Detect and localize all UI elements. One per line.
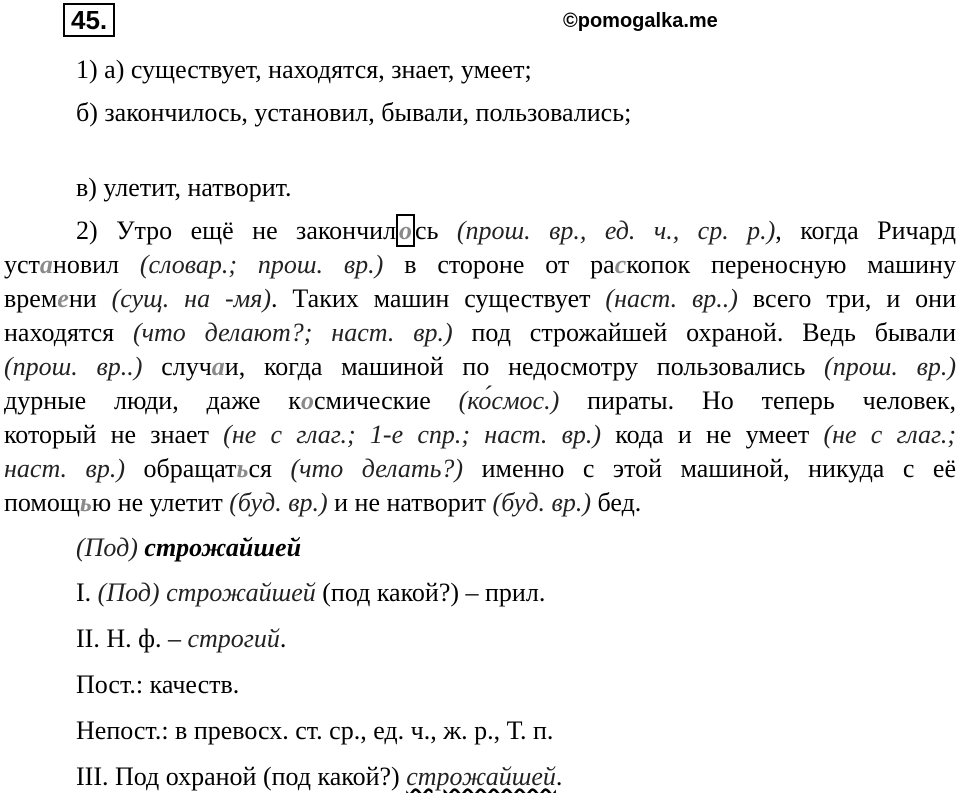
text: пираты. Но теперь человек, [559, 386, 957, 415]
text: под строжайшей охраной. Ведь бывали [452, 318, 956, 347]
analysis-heading [76, 533, 301, 563]
text: копок переносную машину [626, 250, 956, 279]
text: ю не улетит [91, 488, 230, 517]
text: уст [4, 250, 40, 279]
vowel-mark: а [211, 352, 225, 381]
text-row [4, 214, 956, 248]
text: ни [68, 284, 112, 313]
text: дурные люди, даже к [4, 386, 301, 415]
text: помощ [4, 488, 80, 517]
text: . [555, 762, 563, 791]
grammar-note: (прош. вр., ед. ч., ср. р.) [456, 216, 776, 245]
grammar-note: (что делают?; наст. вр.) [132, 318, 453, 347]
text: врем [4, 284, 58, 313]
task1-a: 1) а) существует, находятся, знает, умеет; [76, 55, 532, 84]
text: который не знае [4, 420, 198, 449]
text: (под какой?) – прил. [315, 578, 546, 607]
text: 2) Утро ещё не закончил [76, 216, 397, 245]
soft-sign-mark: ь [236, 454, 249, 483]
text: и, когда машиной по недосмотру пользовались [224, 352, 825, 381]
text: новил [52, 250, 140, 279]
text: находятся [4, 318, 133, 347]
task1-b: б) закончилось, установил, бывали, пользовались; [76, 98, 632, 127]
text: ся [248, 454, 291, 483]
analysis-line-5 [76, 762, 562, 792]
grammar-note: (что делать?) [290, 454, 464, 483]
ending-box: о [396, 214, 415, 247]
analysis-line-3: Пост.: качеств. [76, 670, 240, 699]
grammar-note: (не с глаг.; [823, 420, 956, 449]
grammar-note: (сущ. на -мя) [111, 284, 271, 313]
analysis-line-2 [76, 624, 286, 654]
text-row [4, 452, 956, 486]
text: и не натворит [327, 488, 493, 517]
task1-v: в) улетит, натворит. [76, 173, 292, 202]
text: . [279, 624, 287, 653]
text: III. Под охраной (под какой?) [76, 762, 407, 791]
text: (Под) строжайшей [97, 578, 316, 607]
text: , когда Ричард [775, 216, 956, 245]
grammar-note: (ко́смос.) [458, 386, 560, 415]
grammar-note: (буд. вр.) [229, 488, 328, 517]
analysis-line-1 [76, 578, 545, 608]
wavy-underlined-word: строжайшей [406, 762, 556, 791]
vowel-mark: е [57, 284, 69, 313]
text: сь [415, 216, 457, 245]
text: (Под) [76, 533, 145, 562]
prefix-mark: с [614, 250, 627, 279]
text: кода и не умеет [601, 420, 824, 449]
text: . Таких машин существует [271, 284, 606, 313]
text-row [4, 282, 956, 316]
soft-sign-mark: ь [79, 488, 92, 517]
grammar-note: (прош. вр..) [4, 352, 143, 381]
text-row [4, 316, 956, 350]
text: случ [142, 352, 212, 381]
text: именно с этой машиной, никуда с её [463, 454, 956, 483]
text: II. Н. ф. – [76, 624, 188, 653]
text: смические [313, 386, 459, 415]
text-row [4, 350, 956, 384]
grammar-note: (словар.; прош. вр.) [139, 250, 384, 279]
grammar-note: (наст. вр..) [605, 284, 738, 313]
text: т [197, 420, 224, 449]
heading-word: строжайшей [144, 533, 302, 562]
text: строгий [187, 624, 280, 653]
grammar-note: наст. вр.) [4, 454, 125, 483]
exercise-number: 45. [63, 3, 115, 37]
task2-paragraph [4, 214, 956, 520]
text-row [4, 384, 956, 418]
grammar-note: (не с глаг.; 1-е спр.; наст. вр.) [223, 420, 602, 449]
text: в стороне от ра [383, 250, 615, 279]
vowel-mark: о [300, 386, 314, 415]
watermark: ©pomogalka.me [563, 10, 718, 32]
text: всего три, и они [737, 284, 957, 313]
vowel-mark: а [39, 250, 53, 279]
text: бед. [590, 488, 642, 517]
text: I. [76, 578, 98, 607]
text-row [4, 486, 956, 520]
grammar-note: (буд. вр.) [492, 488, 591, 517]
text: обращат [125, 454, 237, 483]
text-row [4, 418, 956, 452]
text-row [4, 248, 956, 282]
analysis-line-4: Непост.: в превосх. ст. ср., ед. ч., ж. р., Т. п. [76, 716, 554, 745]
grammar-note: (прош. вр.) [824, 352, 957, 381]
